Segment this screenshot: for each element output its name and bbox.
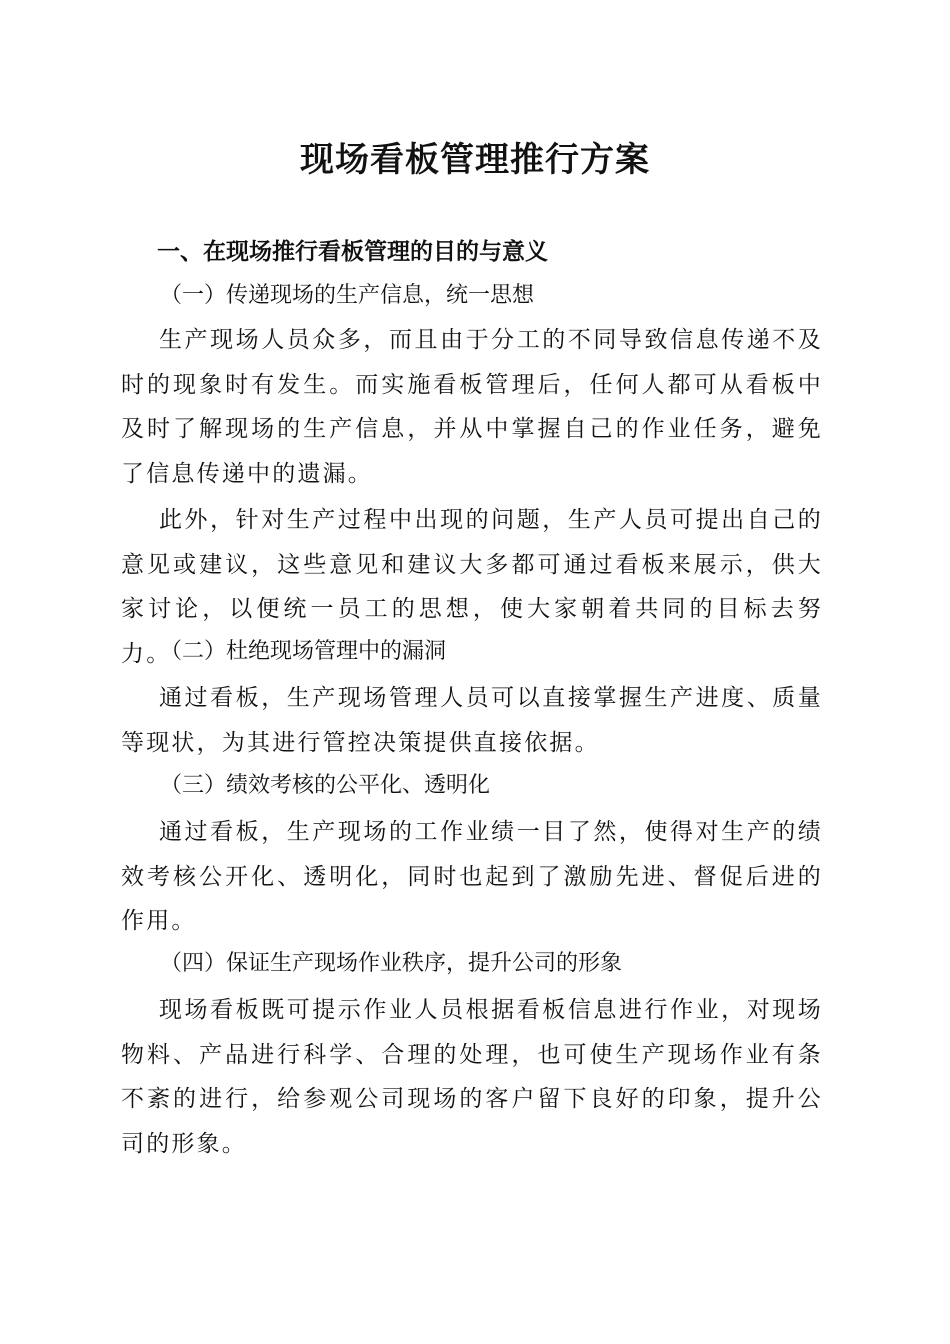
paragraph: 现场看板既可提示作业人员根据看板信息进行作业，对现场物料、产品进行科学、合理的处理，也可使生产现场作业有条不紊的进行，给参观公司现场的客户留下良好的印象，提升公司的形象。 [121, 997, 823, 1157]
section-heading: 一、在现场推行看板管理的目的与意义 [157, 239, 548, 265]
subsection-heading: （四）保证生产现场作业秩序，提升公司的形象 [160, 951, 623, 976]
paragraph: 生产现场人员众多，而且由于分工的不同导致信息传递不及时的现象时有发生。而实施看板管理后，任何人都可从看板中及时了解现场的生产信息，并从中掌握自己的作业任务，避免了信息传递中的遗漏。 [121, 327, 823, 487]
subsection-heading: （三）绩效考核的公平化、透明化 [160, 773, 491, 798]
document-title: 现场看板管理推行方案 [300, 140, 650, 180]
paragraph: 通过看板，生产现场的工作业绩一目了然，使得对生产的绩效考核公开化、透明化，同时也起到了激励先进、督促后进的作用。 [121, 819, 823, 934]
paragraph: 通过看板，生产现场管理人员可以直接掌握生产进度、质量等现状，为其进行管控决策提供直接依据。 [121, 685, 823, 756]
subsection-heading: （二）杜绝现场管理中的漏洞 [160, 639, 447, 664]
paragraph: 此外，针对生产过程中出现的问题，生产人员可提出自己的意见或建议，这些意见和建议大多都可通过看板来展示，供大家讨论，以便统一员工的思想，使大家朝着共同的目标去努力。 [121, 507, 823, 667]
subsection-heading: （一）传递现场的生产信息，统一思想 [160, 283, 535, 308]
